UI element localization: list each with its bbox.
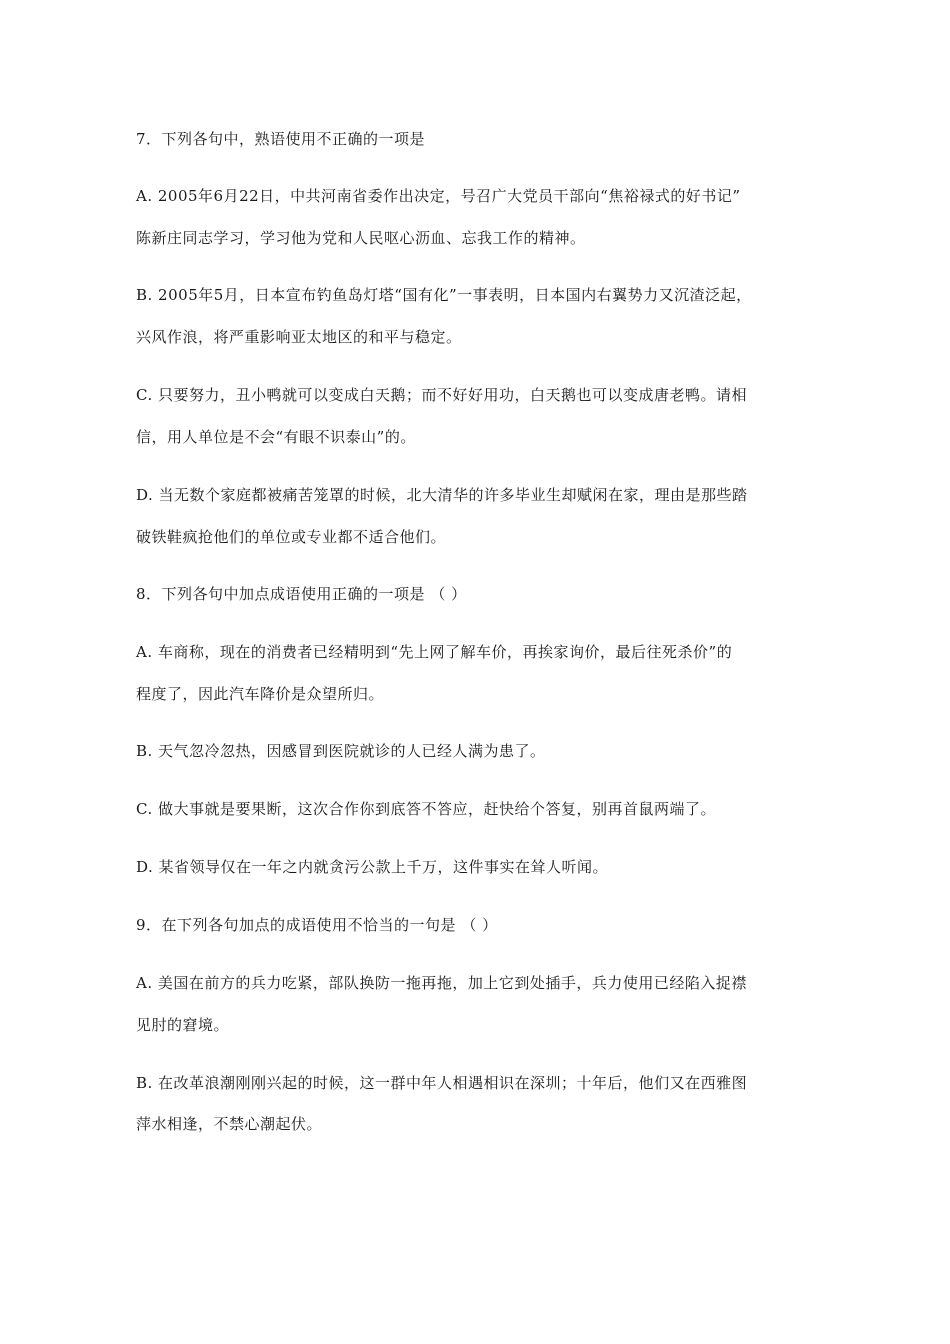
question-7-stem: 7．下列各句中，熟语使用不正确的一项是: [136, 130, 426, 148]
question-7-option-a-line-2: 陈新庄同志学习，学习他为党和人民呕心沥血、忘我工作的精神。: [136, 229, 586, 247]
question-9-option-b-line-2: 萍水相逢，不禁心潮起伏。: [136, 1115, 323, 1133]
question-7-option-d-line-1: D. 当无数个家庭都被痛苦笼罩的时候，北大清华的许多毕业生却赋闲在家，理由是那些踏: [136, 486, 748, 504]
question-8-option-d: D. 某省领导仅在一年之内就贪污公款上千万，这件事实在耸人听闻。: [136, 858, 609, 876]
question-9-stem: 9．在下列各句加点的成语使用不恰当的一句是 （ ）: [136, 916, 498, 934]
question-7-option-b-line-2: 兴风作浪，将严重影响亚太地区的和平与稳定。: [136, 328, 462, 346]
question-8-option-a-line-1: A. 车商称，现在的消费者已经精明到“先上网了解车价，再挨家询价，最后往死杀价”的: [136, 643, 733, 661]
question-9-option-a-line-2: 见肘的窘境。: [136, 1016, 230, 1034]
question-9-option-b-line-1: B. 在改革浪潮刚刚兴起的时候，这一群中年人相遇相识在深圳；十年后，他们又在西雅图: [136, 1074, 748, 1092]
question-7-option-a-line-1: A. 2005年6月22日，中共河南省委作出决定，号召广大党员干部向“焦裕禄式的好书记”: [136, 187, 741, 205]
question-9-option-a-line-1: A. 美国在前方的兵力吃紧，部队换防一拖再拖，加上它到处插手，兵力使用已经陷入捉襟: [136, 974, 747, 992]
question-8-option-b: B. 天气忽冷忽热，因感冒到医院就诊的人已经人满为患了。: [136, 742, 546, 760]
question-8-option-c: C. 做大事就是要果断，这次合作你到底答不答应，赶快给个答复，别再首鼠两端了。: [136, 800, 716, 818]
question-8-option-a-line-2: 程度了，因此汽车降价是众望所归。: [136, 685, 385, 703]
question-7-option-d-line-2: 破铁鞋疯抢他们的单位或专业都不适合他们。: [136, 528, 447, 546]
question-7-option-b-line-1: B. 2005年5月，日本宣布钓鱼岛灯塔“国有化”一事表明，日本国内右翼势力又沉渣泛起，: [136, 286, 752, 304]
question-7-option-c-line-1: C. 只要努力，丑小鸭就可以变成白天鹅；而不好好用功，白天鹅也可以变成唐老鸭。请相: [136, 386, 747, 404]
question-7-option-c-line-2: 信，用人单位是不会“有眼不识泰山”的。: [136, 428, 416, 446]
question-8-stem: 8．下列各句中加点成语使用正确的一项是 （ ）: [136, 585, 467, 603]
